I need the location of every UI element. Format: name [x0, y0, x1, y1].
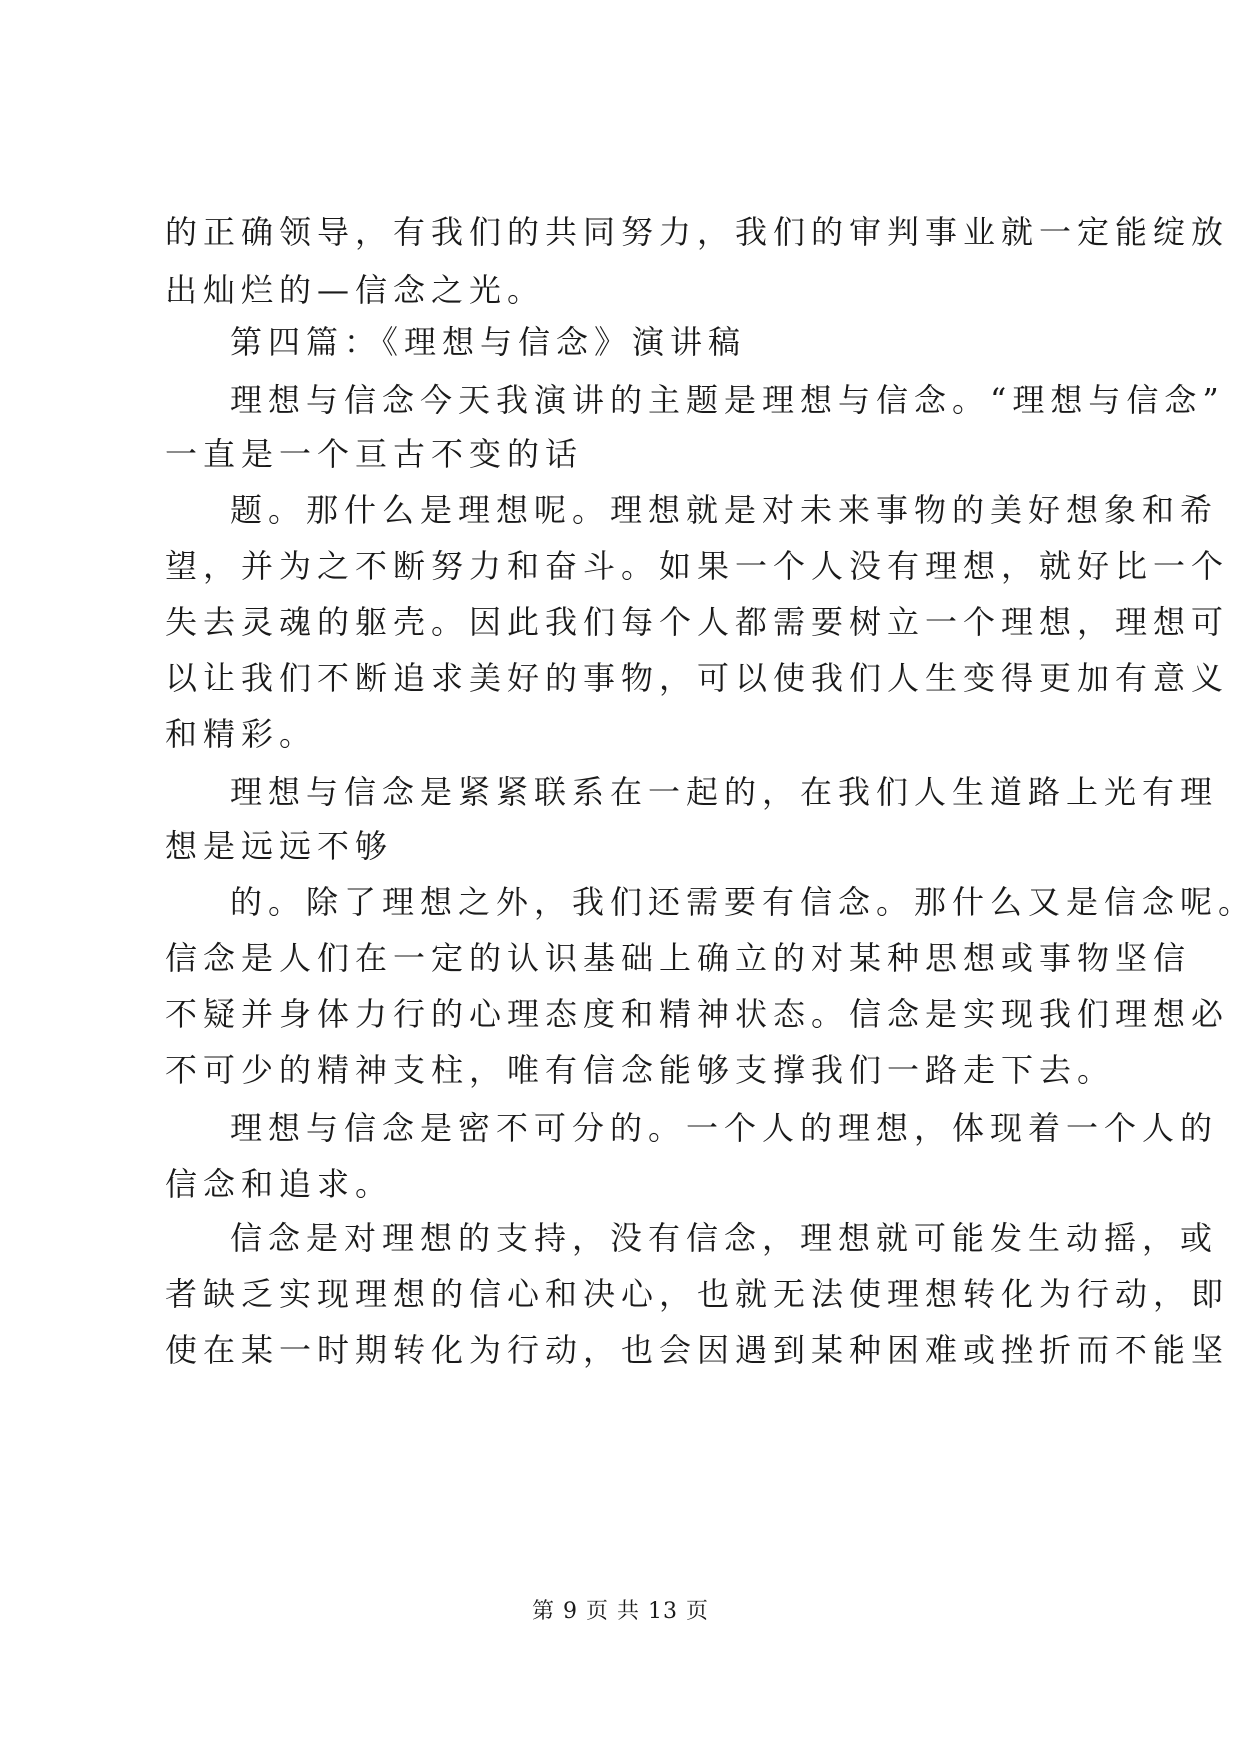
body-text-line: 想是远远不够 [165, 827, 394, 865]
body-text-line: 信念是人们在一定的认识基础上确立的对某种思想或事物坚信 [165, 939, 1192, 977]
body-text-line: 不可少的精神支柱，唯有信念能够支撑我们一路走下去。 [165, 1051, 1116, 1089]
body-text-line: 望，并为之不断努力和奋斗。如果一个人没有理想，就好比一个 [165, 547, 1230, 585]
page-number-footer: 第 9 页 共 13 页 [532, 1599, 709, 1624]
body-text-line: 一直是一个亘古不变的话 [165, 435, 584, 473]
body-text-line: 理想与信念是密不可分的。一个人的理想，体现着一个人的 [230, 1109, 1219, 1147]
body-text-line: 出灿烂的—信念之光。 [165, 271, 546, 309]
body-text-line: 不疑并身体力行的心理态度和精神状态。信念是实现我们理想必 [165, 995, 1230, 1033]
section-heading: 第四篇：《理想与信念》演讲稿 [230, 323, 747, 361]
body-text-line: 和精彩。 [165, 715, 318, 753]
body-text-line: 信念是对理想的支持，没有信念，理想就可能发生动摇，或 [230, 1219, 1219, 1257]
body-text-line: 信念和追求。 [165, 1165, 394, 1203]
body-text-line: 失去灵魂的躯壳。因此我们每个人都需要树立一个理想，理想可 [165, 603, 1230, 641]
body-text-line: 的正确领导，有我们的共同努力，我们的审判事业就一定能绽放 [165, 213, 1230, 251]
body-text-line: 以让我们不断追求美好的事物，可以使我们人生变得更加有意义 [165, 659, 1230, 697]
body-text-line: 使在某一时期转化为行动，也会因遇到某种困难或挫折而不能坚 [165, 1331, 1230, 1369]
body-text-line: 理想与信念今天我演讲的主题是理想与信念。“理想与信念” [230, 381, 1225, 419]
body-text-line: 的。除了理想之外，我们还需要有信念。那什么又是信念呢。 [230, 883, 1256, 921]
body-text-line: 者缺乏实现理想的信心和决心，也就无法使理想转化为行动，即 [165, 1275, 1230, 1313]
body-text-line: 理想与信念是紧紧联系在一起的，在我们人生道路上光有理 [230, 773, 1219, 811]
body-text-line: 题。那什么是理想呢。理想就是对未来事物的美好想象和希 [230, 491, 1219, 529]
